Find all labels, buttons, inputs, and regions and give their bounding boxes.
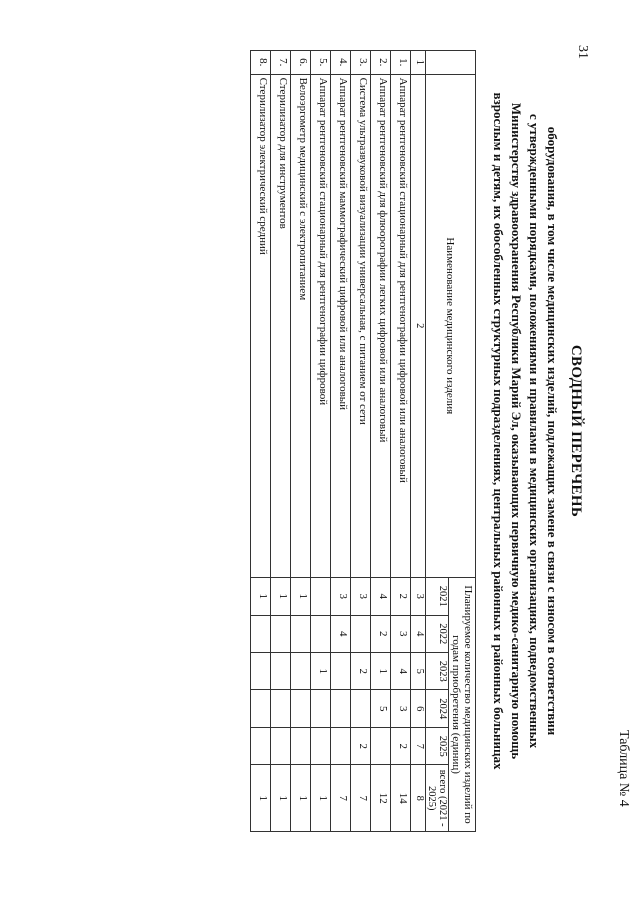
year-value bbox=[291, 727, 311, 764]
column-number: 7 bbox=[411, 727, 426, 764]
header-year: 2024 bbox=[426, 690, 449, 727]
year-value: 4 bbox=[371, 578, 391, 615]
total-value: 1 bbox=[311, 765, 331, 832]
header-number bbox=[426, 51, 476, 75]
item-name: Аппарат рентгеновский для флюорографии легких цифровой или аналоговый bbox=[371, 74, 391, 577]
total-value: 14 bbox=[391, 765, 411, 832]
item-name: Аппарат рентгеновский стационарный для рентгенографии цифровой или аналоговый bbox=[391, 74, 411, 577]
table-row bbox=[371, 51, 391, 832]
year-value: 1 bbox=[251, 578, 271, 615]
row-number: 6. bbox=[291, 51, 311, 75]
year-value bbox=[331, 727, 351, 764]
year-value bbox=[291, 653, 311, 690]
year-value bbox=[271, 653, 291, 690]
header-item-name: Наименование медицинского изделия bbox=[426, 74, 476, 577]
table-row bbox=[251, 51, 271, 832]
rotated-page-content bbox=[4, 0, 639, 862]
year-value bbox=[331, 690, 351, 727]
year-value: 1 bbox=[271, 578, 291, 615]
year-value: 2 bbox=[391, 578, 411, 615]
year-value bbox=[351, 615, 371, 652]
header-year: 2021 bbox=[426, 578, 449, 615]
year-value: 3 bbox=[331, 578, 351, 615]
year-value: 3 bbox=[351, 578, 371, 615]
year-value: 1 bbox=[311, 653, 331, 690]
subtitle-line: оборудования, в том числе медицинских изделий, подлежащих замене в связи с износом в соответствии bbox=[545, 126, 560, 736]
document-subtitle bbox=[489, 0, 561, 862]
total-value: 1 bbox=[251, 765, 271, 832]
year-value: 2 bbox=[371, 615, 391, 652]
year-value bbox=[251, 727, 271, 764]
year-value bbox=[311, 615, 331, 652]
year-value: 4 bbox=[331, 615, 351, 652]
table-row bbox=[351, 51, 371, 832]
row-number: 1. bbox=[391, 51, 411, 75]
year-value bbox=[251, 690, 271, 727]
year-value: 3 bbox=[391, 690, 411, 727]
year-value bbox=[291, 615, 311, 652]
year-value: 1 bbox=[291, 578, 311, 615]
item-name: Стерилизатор для инструментов bbox=[271, 74, 291, 577]
year-value: 5 bbox=[371, 690, 391, 727]
item-name: Система ультразвуковой визуализации универсальная, с питанием от сети bbox=[351, 74, 371, 577]
row-number: 7. bbox=[271, 51, 291, 75]
column-number: 2 bbox=[411, 74, 426, 577]
year-value bbox=[311, 727, 331, 764]
year-value bbox=[291, 690, 311, 727]
year-value: 4 bbox=[391, 653, 411, 690]
year-value: 1 bbox=[371, 653, 391, 690]
year-value bbox=[331, 653, 351, 690]
year-value: 3 bbox=[391, 615, 411, 652]
year-value bbox=[251, 615, 271, 652]
year-value: 2 bbox=[391, 727, 411, 764]
subtitle-line: с утвержденными порядками, положениями и правилами в медицинских организациях, подведомственных bbox=[527, 113, 542, 749]
subtitle-line: взрослым и детям, их обособленных структурных подразделениях, центральных районных и районных больницах bbox=[491, 92, 506, 770]
table-row bbox=[331, 51, 351, 832]
total-value: 12 bbox=[371, 765, 391, 832]
page-number: 31 bbox=[575, 45, 590, 59]
document-title: СВОДНЫЙ ПЕРЕЧЕНЬ bbox=[568, 344, 584, 518]
total-value: 7 bbox=[331, 765, 351, 832]
table-row bbox=[311, 51, 331, 832]
column-number: 3 bbox=[411, 578, 426, 615]
row-number: 4. bbox=[331, 51, 351, 75]
table-label: Таблица № 4 bbox=[616, 730, 631, 807]
row-number: 3. bbox=[351, 51, 371, 75]
total-value: 1 bbox=[291, 765, 311, 832]
year-value bbox=[371, 727, 391, 764]
item-name: Аппарат рентгеновский маммографический цифровой или аналоговый bbox=[331, 74, 351, 577]
column-number: 5 bbox=[411, 653, 426, 690]
year-value bbox=[351, 690, 371, 727]
year-value bbox=[311, 578, 331, 615]
equipment-table bbox=[250, 50, 476, 832]
table-row bbox=[391, 51, 411, 832]
year-value bbox=[311, 690, 331, 727]
header-year: 2025 bbox=[426, 727, 449, 764]
total-value: 7 bbox=[351, 765, 371, 832]
year-value bbox=[271, 727, 291, 764]
row-number: 8. bbox=[251, 51, 271, 75]
column-number: 8 bbox=[411, 765, 426, 832]
year-value bbox=[251, 653, 271, 690]
item-name: Аппарат рентгеновский стационарный для рентгенографии цифровой bbox=[311, 74, 331, 577]
table-row bbox=[291, 51, 311, 832]
year-value: 2 bbox=[351, 653, 371, 690]
item-name: Стерилизатор электрический средний bbox=[251, 74, 271, 577]
year-value bbox=[271, 690, 291, 727]
header-year: 2023 bbox=[426, 653, 449, 690]
column-number: 4 bbox=[411, 615, 426, 652]
total-value: 1 bbox=[271, 765, 291, 832]
header-total: всего (2021 - 2025) bbox=[426, 765, 449, 832]
year-value: 2 bbox=[351, 727, 371, 764]
column-number: 6 bbox=[411, 690, 426, 727]
year-value bbox=[271, 615, 291, 652]
table-row bbox=[271, 51, 291, 832]
item-name: Велоэргометр медицинский с электропитанием bbox=[291, 74, 311, 577]
row-number: 5. bbox=[311, 51, 331, 75]
row-number: 2. bbox=[371, 51, 391, 75]
header-planned-quantity: Планируемое количество медицинских изделий по годам приобретения (единиц) bbox=[449, 578, 476, 832]
subtitle-line: Министерству здравоохранения Республики Марий Эл, оказывающих первичную медико-санитарную помощь bbox=[509, 102, 524, 760]
header-year: 2022 bbox=[426, 615, 449, 652]
column-number: 1 bbox=[411, 51, 426, 75]
